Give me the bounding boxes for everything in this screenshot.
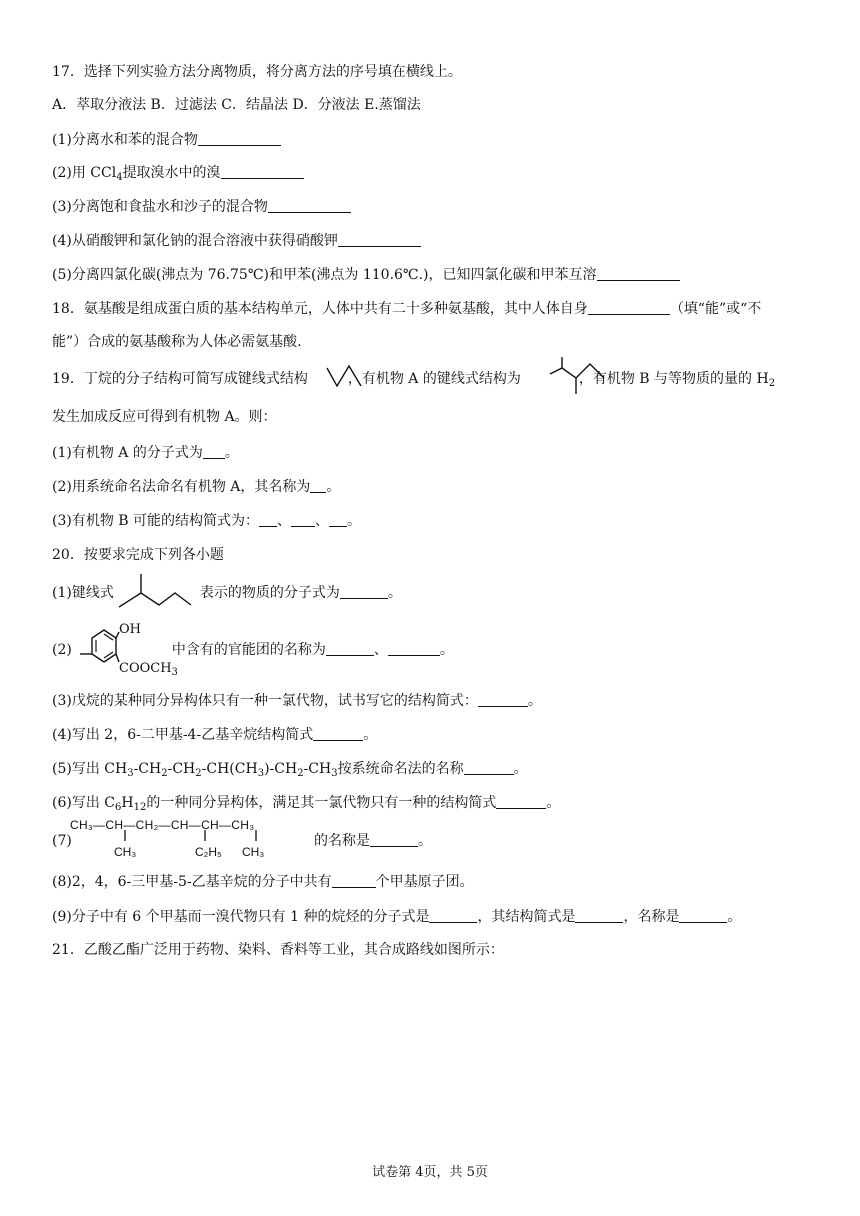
branch-ethyl: C₂H₅ [195,845,222,859]
answer-blank[interactable] [388,641,440,656]
q20-sub6: (6)写出 $C_6H_{12}$的一种同分异构体，满足其一氯代物只有一种的结构简式 。 [52,795,561,813]
q19-sub1: (1)有机物 A 的分子式为 。 [52,445,239,461]
q17-sub4: (4)从硝酸钾和氯化钠的混合溶液中获得硝酸钾 [52,231,421,251]
answer-blank[interactable] [340,584,388,599]
q18-line1: 18．氨基酸是组成蛋白质的基本结构单元，人体中共有二十多种氨基酸，其中人体自身 （填“能”或“不 [52,301,762,317]
answer-blank[interactable] [268,198,351,213]
q20-sub4: (4)写出 2，6-二甲基-4-乙基辛烷结构简式 。 [52,727,378,743]
answer-blank[interactable] [313,726,363,741]
q18-line2: 能”）合成的氨基酸称为人体必需氨基酸. [52,334,302,350]
q19-sub2: (2)用系统命名法命名有机物 A，其名称为 。 [52,479,341,495]
q17-sub2: (2)用 CCl$_4$提取溴水中的溴 [52,163,304,188]
q20-stem: 20．按要求完成下列各小题 [52,547,224,563]
q17-sub5: (5)分离四氯化碳(沸点为 76.75℃)和甲苯(沸点为 110.6℃.)，已知四氯化碳和甲苯互溶 [52,265,680,285]
page-footer: 试卷第 4页，共 5页 [372,1165,488,1180]
q19-sub3: (3)有机物 B 可能的结构简式为： 、 、 。 [52,513,362,529]
benzene-ring [72,626,120,674]
q20-sub3: (3)戊烷的某种同分异构体只有一种一氯代物，试书写它的结构简式： 。 [52,693,542,709]
answer-blank[interactable] [198,131,281,146]
answer-blank[interactable] [326,641,374,656]
q20-sub1: (1)键线式 表示的物质的分子式为 。 [52,585,402,601]
condensed-formula-main-chain: CH₃—CH—CH₂—CH—CH—CH₃ [70,818,255,832]
q20-sub9: (9)分子中有 6 个甲基而一溴代物只有 1 种的烷烃的分子式是 ，其结构简式是 ，名称是 。 [52,909,742,925]
q20-sub7-num: (7) [52,833,72,849]
answer-blank[interactable] [310,478,326,493]
compound-a-skeletal-formula [548,356,606,396]
hydroxyl-label: OH [119,622,141,637]
answer-blank[interactable] [597,266,680,281]
q19-line2: 发生加成反应可得到有机物 A。则： [52,409,277,425]
q19-line1: 19．丁烷的分子结构可简写成键线式结构 ，有机物 A 的键线式结构为 ，有机物 B 与等物质的量的 $H_2$ [52,371,776,389]
q17-sub3: (3)分离饱和食盐水和沙子的混合物 [52,197,351,217]
q20-sub2: (2) 中含有的官能团的名称为 、 。 [52,642,454,658]
answer-blank[interactable] [338,232,421,247]
answer-blank[interactable] [575,908,623,923]
branch-methyl-1: CH₃ [114,845,137,859]
q21-stem: 21．乙酸乙酯广泛用于药物、染料、香料等工业，其合成路线如图所示： [52,942,504,958]
answer-blank[interactable] [370,832,418,847]
answer-blank[interactable] [588,300,670,315]
q17-sub1: (1)分离水和苯的混合物 [52,130,281,150]
answer-blank[interactable] [259,512,277,527]
butane-skeletal-formula [325,362,365,390]
q20-sub7-text: 的名称是 。 [314,833,432,849]
answer-blank[interactable] [291,512,315,527]
answer-blank[interactable] [329,512,347,527]
answer-blank[interactable] [464,760,514,775]
answer-blank[interactable] [429,908,477,923]
q17-options: A．萃取分液法 B．过滤法 C．结晶法 D．分液法 E.蒸馏法 [52,97,421,113]
answer-blank[interactable] [221,164,304,179]
q20-sub8: (8)2，4，6-三甲基-5-乙基辛烷的分子中共有 个甲基原子团。 [52,874,474,890]
answer-blank[interactable] [478,692,528,707]
answer-blank[interactable] [679,908,727,923]
answer-blank[interactable] [203,444,225,459]
ester-label: $COOCH_3$ [119,661,178,678]
branch-bonds [70,828,310,842]
answer-blank[interactable] [332,873,376,888]
answer-blank[interactable] [496,794,546,809]
q17-stem: 17．选择下列实验方法分离物质，将分离方法的序号填在横线上。 [52,64,462,80]
branch-methyl-2: CH₃ [242,845,265,859]
q20-sub5: (5)写出 $CH_3-CH_2-CH_2-CH(CH_3)-CH_2-CH_3$按系统命名法的名称 。 [52,761,528,779]
isopentane-skeletal-formula [115,571,195,613]
